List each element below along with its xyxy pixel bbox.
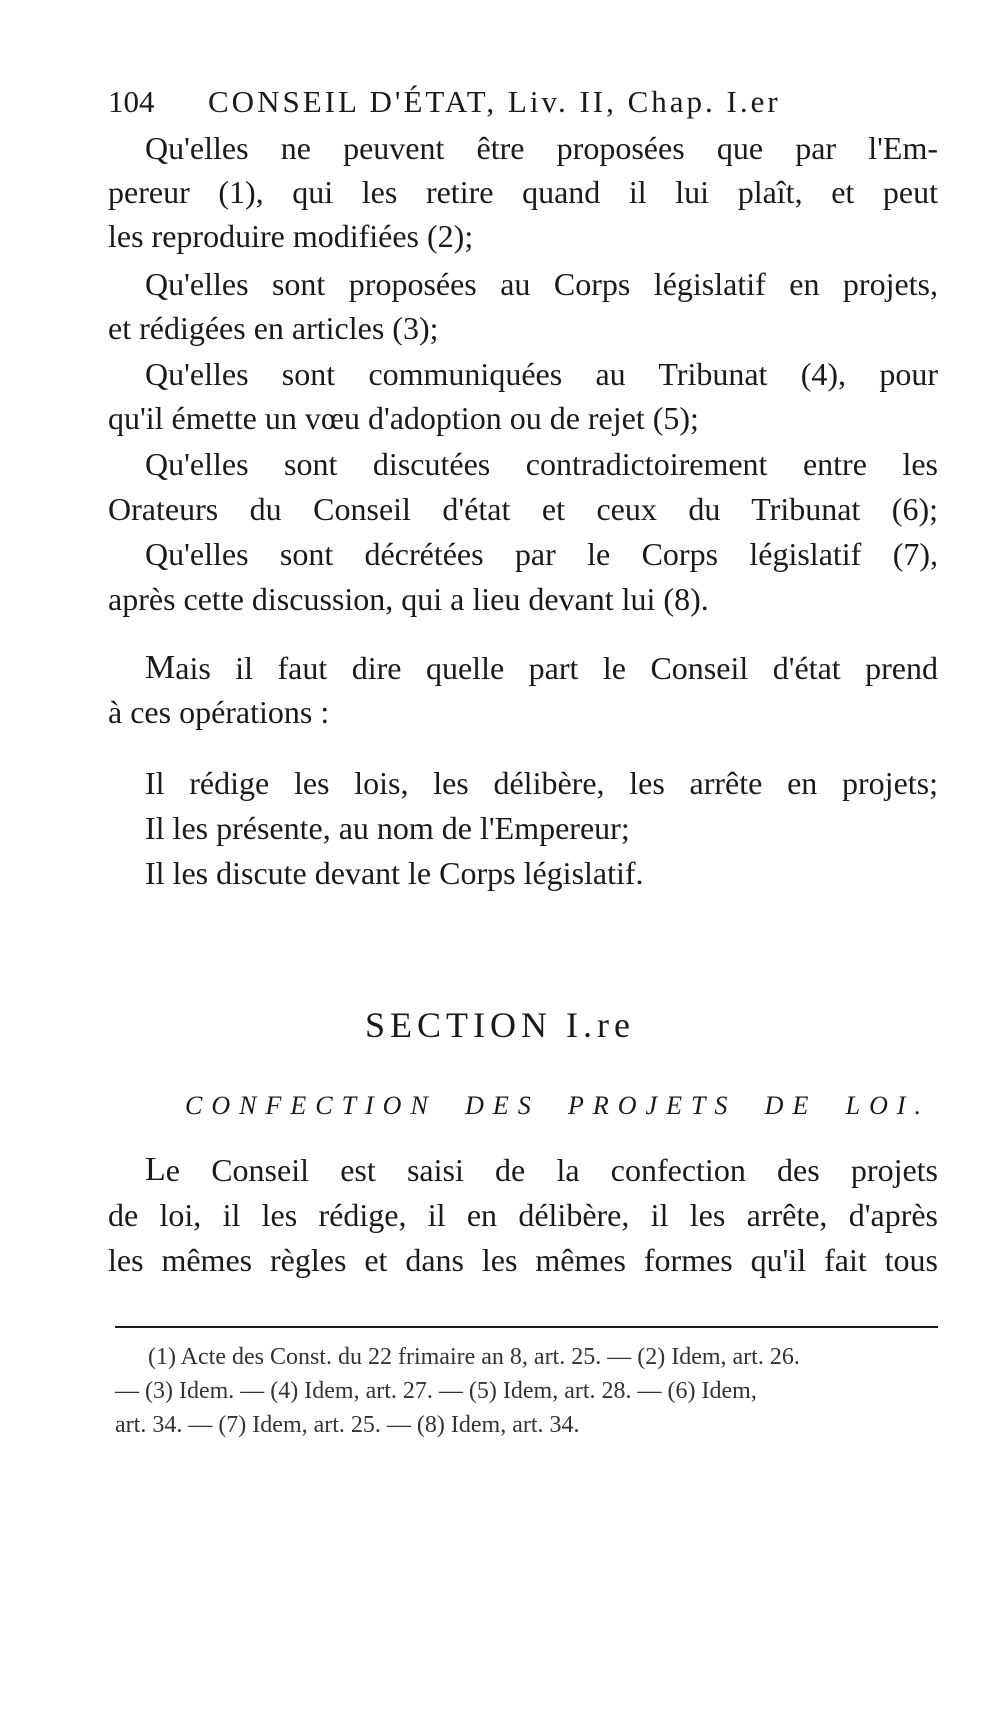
small-cap-initial: L xyxy=(145,1151,166,1188)
body-line: les mêmes règles et dans les mêmes formes qu'il fait tous xyxy=(108,1242,938,1278)
body-line: Orateurs du Conseil d'état et ceux du Tribunat (6); xyxy=(108,491,938,527)
body-line: après cette discussion, qui a lieu devant lui (8). xyxy=(108,581,709,617)
body-line: et rédigées en articles (3); xyxy=(108,310,439,346)
section-title: SECTION I.re xyxy=(365,1005,635,1045)
paragraph-le xyxy=(145,1150,938,1190)
footnote-line: (1) Acte des Const. du 22 frimaire an 8, art. 25. — (2) Idem, art. 26. xyxy=(148,1344,800,1370)
footnote-rule xyxy=(115,1326,938,1328)
body-line: ais il faut dire quelle part le Conseil d'état prend xyxy=(175,650,938,686)
body-line: Qu'elles ne peuvent être proposées que par l'Em- xyxy=(145,130,938,166)
body-line: de loi, il les rédige, il en délibère, il les arrête, d'après xyxy=(108,1197,938,1233)
footnote-line: — (3) Idem. — (4) Idem, art. 27. — (5) Idem, art. 28. — (6) Idem, xyxy=(115,1378,757,1404)
body-line: qu'il émette un vœu d'adoption ou de rejet (5); xyxy=(108,400,699,436)
small-cap-initial: M xyxy=(145,649,176,686)
body-line: Il les présente, au nom de l'Empereur; xyxy=(145,810,630,846)
body-line: à ces opérations : xyxy=(108,694,330,730)
body-line: Qu'elles sont proposées au Corps législatif en projets, xyxy=(145,266,938,302)
body-line: Qu'elles sont discutées contradictoirement entre les xyxy=(145,446,938,482)
body-line: Qu'elles sont décrétées par le Corps législatif (7), xyxy=(145,536,938,572)
page-number: 104 xyxy=(108,84,155,119)
body-line: les reproduire modifiées (2); xyxy=(108,218,474,254)
section-subtitle: CONFECTION DES PROJETS DE LOI. xyxy=(185,1091,930,1120)
body-line: Il rédige les lois, les délibère, les arrête en projets; xyxy=(145,765,938,801)
body-line: Il les discute devant le Corps législatif. xyxy=(145,855,644,891)
body-line: e Conseil est saisi de la confection des projets xyxy=(165,1152,938,1188)
footnote-line: art. 34. — (7) Idem, art. 25. — (8) Idem, art. 34. xyxy=(115,1412,580,1438)
body-line: Qu'elles sont communiquées au Tribunat (4), pour xyxy=(145,356,938,392)
running-title: CONSEIL D'ÉTAT, Liv. II, Chap. I.er xyxy=(208,84,781,119)
paragraph-mais xyxy=(145,648,938,688)
running-header xyxy=(108,82,823,122)
body-line: pereur (1), qui les retire quand il lui plaît, et peut xyxy=(108,174,938,210)
